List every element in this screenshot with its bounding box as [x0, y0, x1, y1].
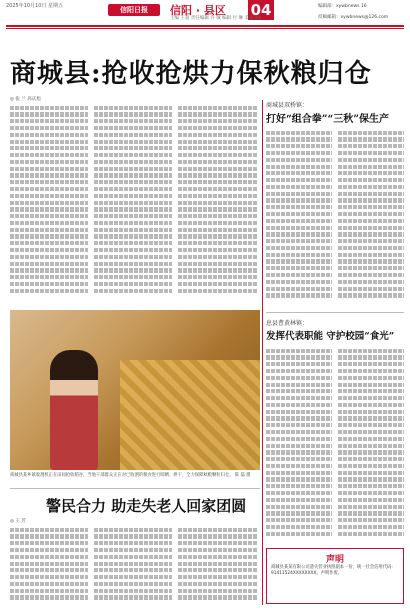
main-column-2: [94, 103, 172, 303]
page-header: [0, 0, 410, 40]
notice-box: [266, 548, 404, 604]
mid-kicker: 息县曹黄林镇：: [266, 320, 309, 327]
photo-crop-area: [120, 360, 260, 470]
right-column-2: [338, 128, 404, 308]
harvest-photo: [10, 310, 260, 470]
mid-headline: 发挥代表职能 守护校园“食光”: [266, 331, 395, 342]
right-divider: [266, 312, 404, 313]
notice-body: 商城县某某有限公司遗失营业执照副本一份，统一社会信用代码：91411524XXXXXXXX，声明作废。: [271, 565, 396, 576]
bottom-divider: [10, 488, 260, 489]
main-column-1: [10, 103, 88, 303]
issue-date: 2025年10月10日 星期五: [6, 3, 64, 9]
header-rule: [6, 25, 404, 27]
page-number: 04: [248, 0, 274, 20]
main-headline: 商城县:抢收抢烘力保秋粮归仓: [10, 59, 372, 89]
bottom-column-1: [10, 525, 88, 605]
photo-person: [50, 350, 98, 470]
bottom-column-3: [178, 525, 258, 605]
photo-caption: 商城县某乡镇收割机正在田间抢收稻谷，当地干部群众正在对已收割的粮食进行晾晒、烘干，全力保障秋粮颗粒归仓。 陈 磊 摄: [10, 473, 251, 478]
section-title: 信阳 · 县区: [170, 4, 226, 17]
right-column-1: [266, 128, 332, 308]
newspaper-logo: 信阳日报: [108, 4, 160, 16]
bottom-headline: 警民合力 助走失老人回家团圆: [46, 497, 247, 515]
right-headline: 打好“组合拳”“三秋”保生产: [266, 114, 390, 125]
main-author: ◎ 张 兰 高庆旭: [10, 97, 41, 102]
bottom-author: ◎ 王 芳: [10, 519, 26, 524]
header-contact-2: 投稿邮箱：xywbnews@126.com: [318, 15, 389, 20]
right-kicker: 商城县双桥镇：: [266, 102, 309, 109]
mid-column-2: [338, 346, 404, 542]
bottom-column-2: [94, 525, 172, 605]
header-contact-1: 编辑部：xywbnews 16: [318, 4, 367, 9]
mid-column-1: [266, 346, 332, 542]
column-divider: [262, 100, 263, 605]
main-column-3: [178, 103, 258, 303]
editor-line: 主编 王超 责任编辑 许 敏 编辑 付 琳 美编 XX: [170, 16, 262, 21]
header-rule-thin: [6, 28, 404, 29]
notice-title: 声明: [325, 555, 344, 565]
